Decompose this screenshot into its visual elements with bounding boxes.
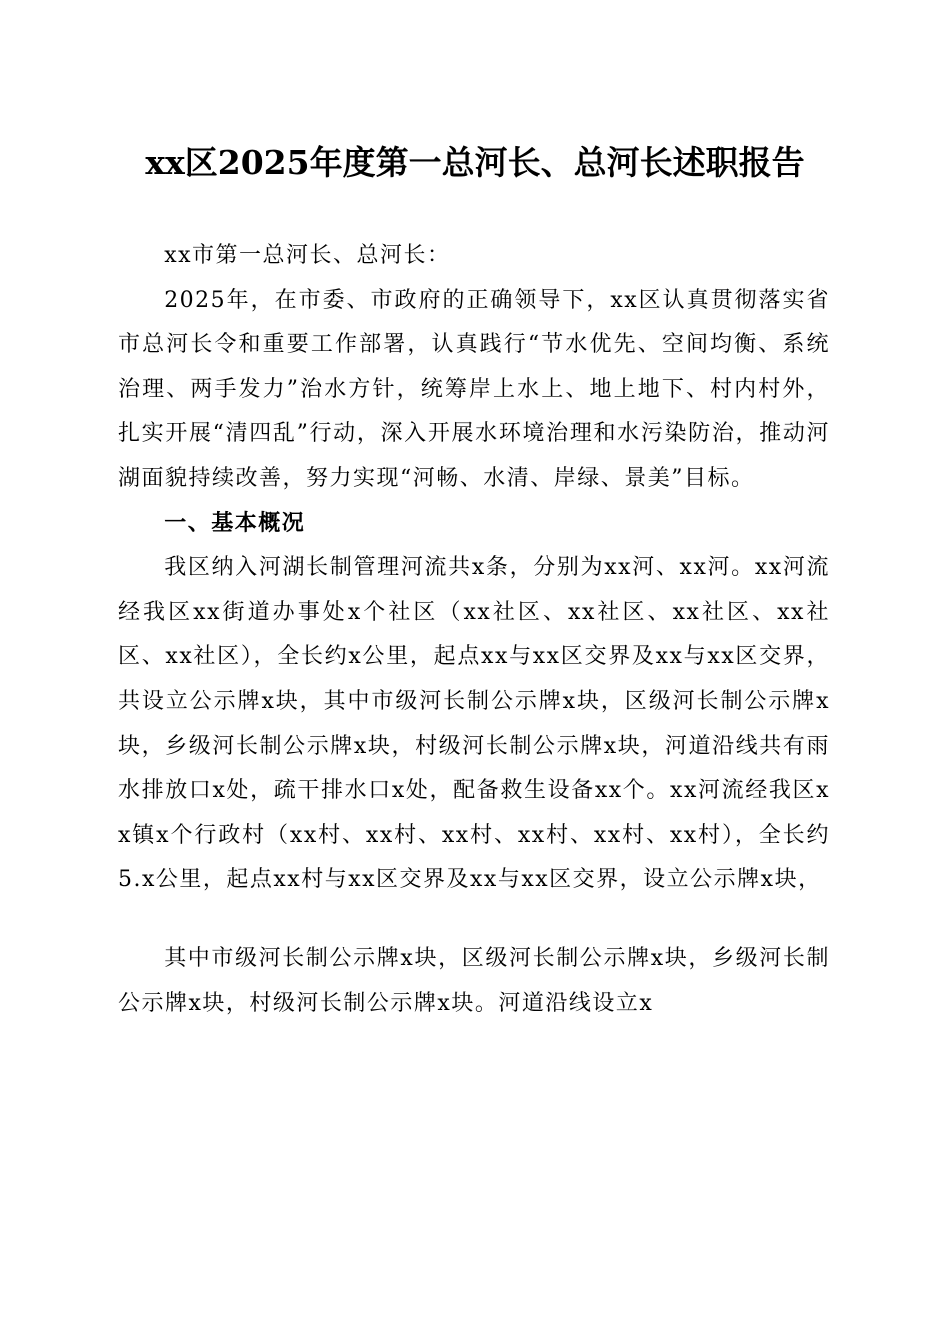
intro-paragraph: 2025年，在市委、市政府的正确领导下，xx区认真贯彻落实省市总河长令和重要工作部署，认真践行“节水优先、空间均衡、系统治理、两手发力”治水方针，统筹岸上水上、地上地下、村内村外，扎实开展“清四乱”行动，深入开展水环境治理和水污染防治，推动河湖面貌持续改善，努力实现“河畅、水清、岸绿、景美”目标。 (118, 287, 830, 491)
section-paragraph-1: 我区纳入河湖长制管理河流共x条，分别为xx河、xx河。xx河流经我区xx街道办事处x个社区（xx社区、xx社区、xx社区、xx社区、xx社区），全长约x公里，起点xx与xx区交界及xx与xx区交界，共设立公示牌x块，其中市级河长制公示牌x块，区级河长制公示牌x块，乡级河长制公示牌x块，村级河长制公示牌x块，河道沿线共有雨水排放口x处，疏干排水口x处，配备救生设备xx个。xx河流经我区xx镇x个行政村（xx村、xx村、xx村、xx村、xx村、xx村），全长约5.x公里，起点xx村与xx区交界及xx与xx区交界，设立公示牌x块， (118, 555, 830, 893)
section-paragraph-2: 其中市级河长制公示牌x块，区级河长制公示牌x块，乡级河长制公示牌x块，村级河长制公示牌x块。河道沿线设立x (118, 945, 830, 1016)
section-heading-basic-overview: 一、基本概况 (164, 510, 306, 536)
salutation: xx市第一总河长、总河长： (164, 243, 451, 268)
document-title: xx区2025年度第一总河长、总河长述职报告 (145, 143, 805, 182)
document-body (118, 234, 830, 1026)
paragraph-gap (118, 903, 830, 937)
